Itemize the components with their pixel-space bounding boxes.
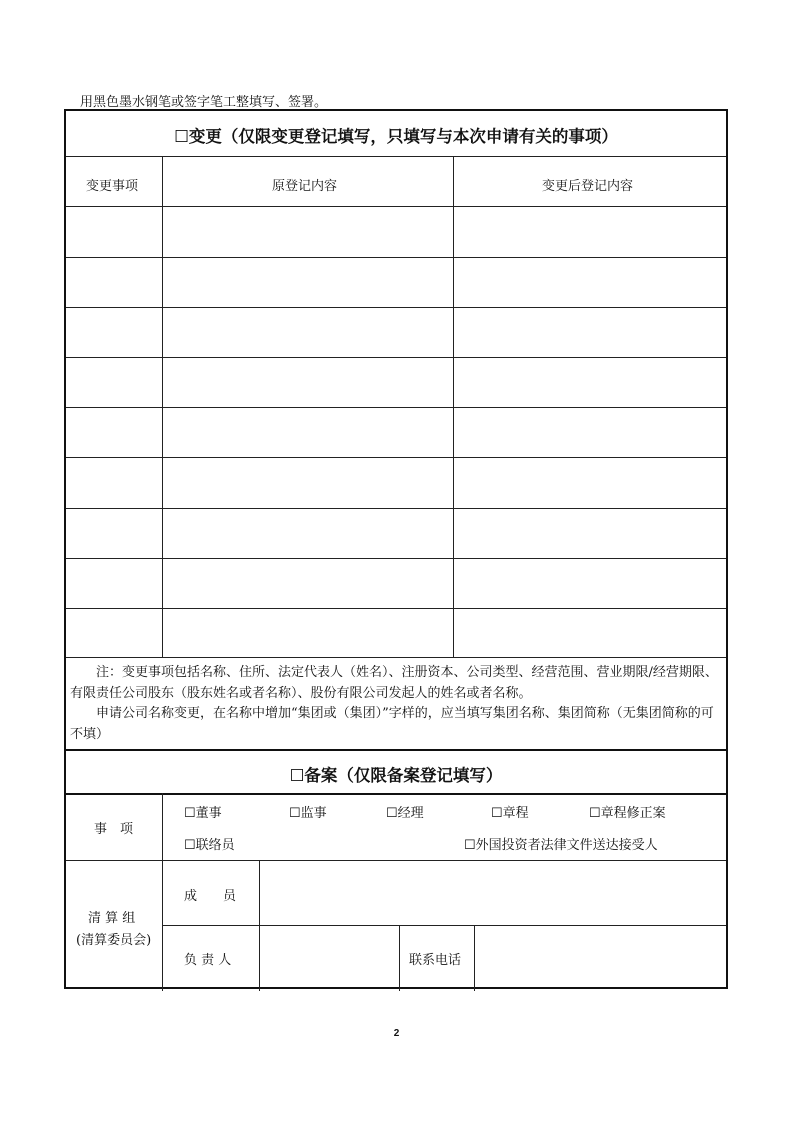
change-checkbox[interactable]: ☐ [174,127,189,146]
option-articles[interactable]: ☐章程 [491,806,529,821]
header-new-content: 变更后登记内容 [542,179,634,194]
instruction-text: 用黑色墨水钢笔或签字笔工整填写、签署。 [80,95,328,110]
filing-checkbox[interactable]: ☐ [289,766,305,785]
change-note [70,663,720,745]
table-row[interactable] [66,206,726,207]
registration-form [64,109,728,989]
change-title-text: 变更（仅限变更登记填写，只填写与本次申请有关的事项） [188,127,618,146]
option-director[interactable]: ☐董事 [184,806,222,821]
option-foreign-investor-agent[interactable]: ☐外国投资者法律文件送达接受人 [464,838,658,853]
filing-title-text: 备案（仅限备案登记填写） [304,766,503,785]
table-row[interactable] [66,558,726,559]
divider [66,156,726,157]
table-row[interactable] [66,307,726,308]
liquidation-sublabel: (清算委员会) [76,933,152,948]
option-articles-amendment[interactable]: ☐章程修正案 [589,806,666,821]
header-original-content: 原登记内容 [272,179,338,194]
option-manager[interactable]: ☐经理 [386,806,424,821]
column-divider [474,925,475,991]
divider [162,925,726,926]
header-change-item: 变更事项 [86,179,139,194]
matters-label: 事 项 [94,822,134,837]
table-row[interactable] [66,457,726,458]
members-label: 成 员 [184,889,237,904]
page-number: 2 [393,1028,400,1039]
option-supervisor[interactable]: ☐监事 [289,806,327,821]
note-line: 申请公司名称变更，在名称中增加“集团或（集团）”字样的，应当填写集团名称、集团简称（无集团简称的可不填） [70,706,714,742]
option-liaison[interactable]: ☐联络员 [184,838,235,853]
table-row[interactable] [66,508,726,509]
leader-label: 负 责 人 [184,953,232,968]
divider [66,860,726,861]
table-row[interactable] [66,357,726,358]
filing-section-title [66,762,726,786]
section-divider [66,749,726,751]
column-divider [399,925,400,991]
column-divider [162,793,163,991]
note-divider [66,657,726,658]
change-section-title [66,123,726,147]
table-row[interactable] [66,608,726,609]
liquidation-label: 清 算 组 [88,911,136,926]
section-divider [66,793,726,795]
table-row[interactable] [66,257,726,258]
table-row[interactable] [66,407,726,408]
phone-label: 联系电话 [409,953,462,968]
note-line: 注：变更事项包括名称、住所、法定代表人（姓名）、注册资本、公司类型、经营范围、营业期限/经营期限、有限责任公司股东（股东姓名或者名称）、股份有限公司发起人的姓名或者名称。 [70,665,718,701]
